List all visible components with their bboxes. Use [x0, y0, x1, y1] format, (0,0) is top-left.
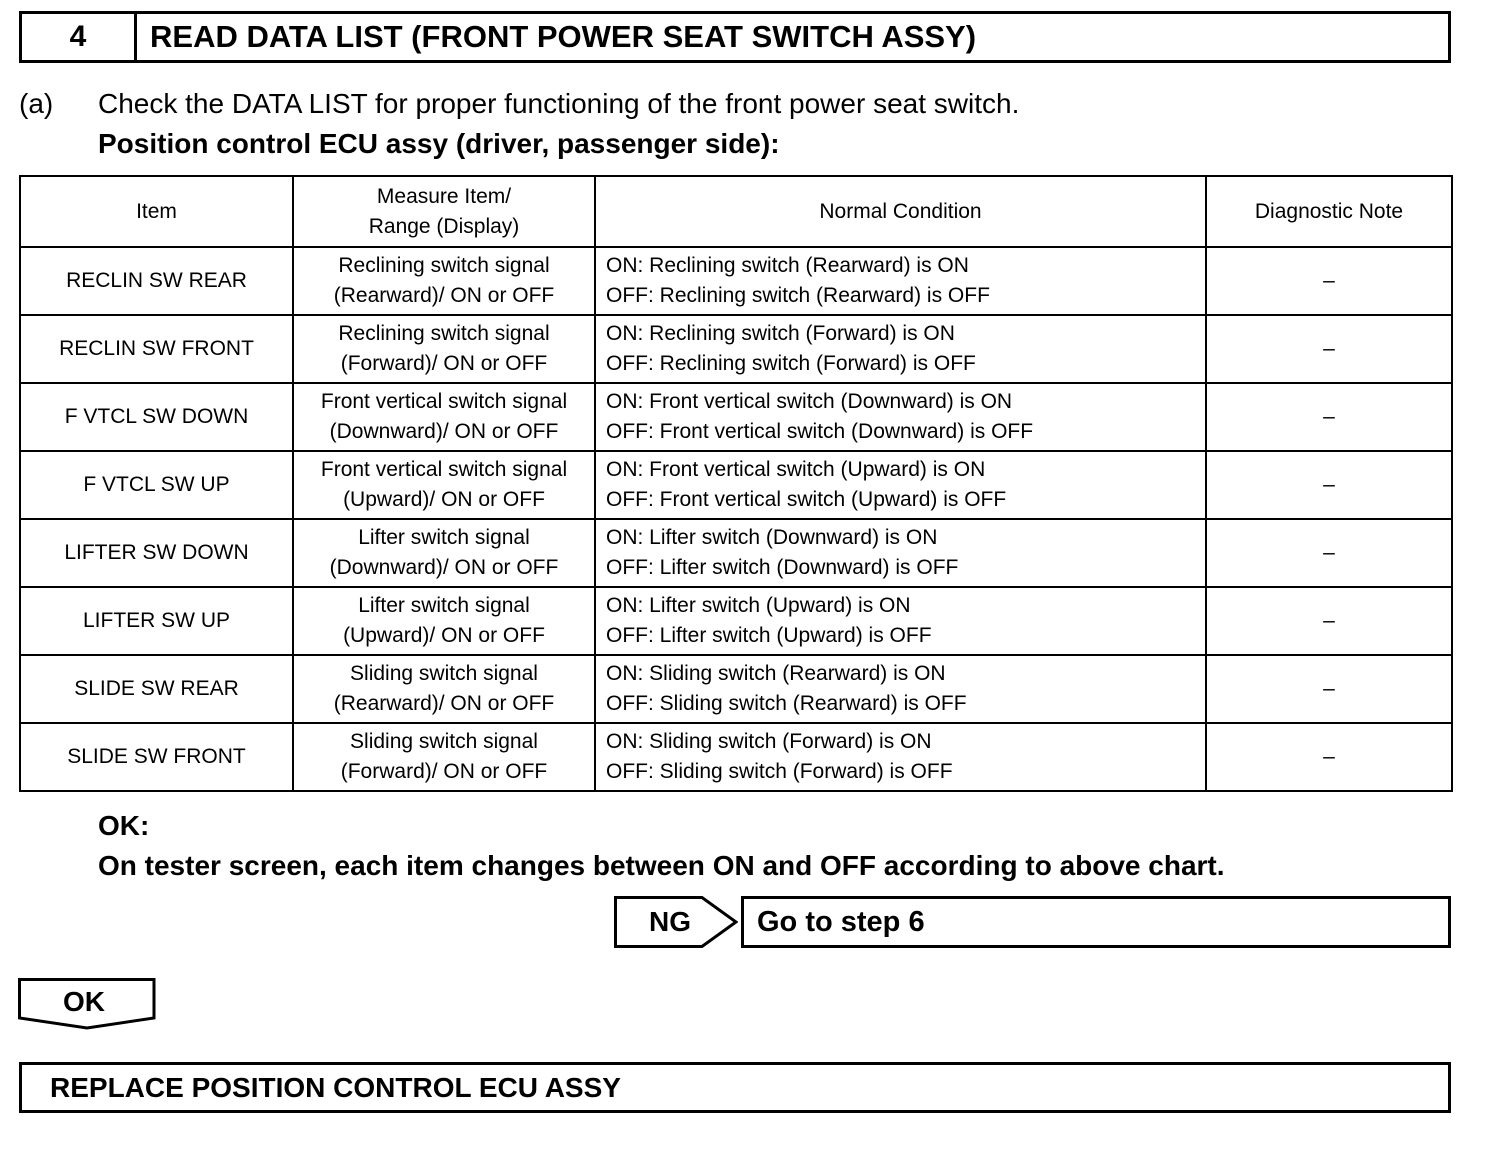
condition-on: ON: Reclining switch (Forward) is ON — [606, 322, 955, 345]
item-cell: RECLIN SW FRONT — [20, 315, 293, 383]
condition-cell — [595, 655, 1206, 723]
condition-cell — [595, 723, 1206, 791]
table-caption: Position control ECU assy (driver, passenger side): — [98, 128, 780, 159]
table-row — [20, 451, 1452, 519]
measure-line1: Lifter switch signal — [358, 526, 530, 549]
header-note: Diagnostic Note — [1206, 176, 1452, 247]
measure-line2: (Downward)/ ON or OFF — [329, 556, 559, 579]
condition-off: OFF: Reclining switch (Forward) is OFF — [606, 352, 976, 375]
condition-cell — [595, 315, 1206, 383]
condition-off: OFF: Sliding switch (Forward) is OFF — [606, 760, 953, 783]
measure-line1: Front vertical switch signal — [320, 390, 568, 413]
condition-cell — [595, 383, 1206, 451]
note-cell: – — [1206, 247, 1452, 315]
measure-line1: Reclining switch signal — [338, 322, 550, 345]
condition-on: ON: Reclining switch (Rearward) is ON — [606, 254, 969, 277]
header-measure — [293, 176, 595, 247]
measure-cell — [293, 315, 595, 383]
header-measure-line1: Measure Item/ — [376, 184, 512, 208]
table-row — [20, 587, 1452, 655]
condition-off: OFF: Front vertical switch (Downward) is OFF — [606, 420, 1034, 443]
condition-on: ON: Front vertical switch (Downward) is ON — [606, 390, 1013, 413]
note-cell: – — [1206, 383, 1452, 451]
item-cell: RECLIN SW REAR — [20, 247, 293, 315]
item-cell: F VTCL SW UP — [20, 451, 293, 519]
table-header-row — [20, 176, 1452, 247]
ng-target-box: Go to step 6 — [741, 896, 1451, 948]
instruction-text: Check the DATA LIST for proper functioning of the front power seat switch. — [98, 88, 1020, 119]
substep-label: (a) — [19, 88, 54, 119]
measure-cell — [293, 383, 595, 451]
measure-cell — [293, 723, 595, 791]
item-cell: SLIDE SW FRONT — [20, 723, 293, 791]
measure-cell — [293, 587, 595, 655]
condition-off: OFF: Front vertical switch (Upward) is OFF — [606, 488, 1007, 511]
table-row — [20, 315, 1452, 383]
table-row — [20, 519, 1452, 587]
step-header — [19, 11, 1451, 63]
condition-off: OFF: Reclining switch (Rearward) is OFF — [606, 284, 990, 307]
condition-off: OFF: Lifter switch (Upward) is OFF — [606, 624, 932, 647]
condition-cell — [595, 247, 1206, 315]
condition-on: ON: Lifter switch (Upward) is ON — [606, 594, 911, 617]
measure-cell — [293, 519, 595, 587]
condition-off: OFF: Lifter switch (Downward) is OFF — [606, 556, 959, 579]
note-cell: – — [1206, 451, 1452, 519]
measure-line2: (Forward)/ ON or OFF — [340, 760, 548, 783]
measure-line2: (Forward)/ ON or OFF — [340, 352, 548, 375]
item-cell: LIFTER SW UP — [20, 587, 293, 655]
measure-line1: Reclining switch signal — [338, 254, 550, 277]
action-box: REPLACE POSITION CONTROL ECU ASSY — [19, 1062, 1451, 1113]
condition-on: ON: Front vertical switch (Upward) is ON — [606, 458, 986, 481]
condition-on: ON: Lifter switch (Downward) is ON — [606, 526, 938, 549]
measure-line2: (Rearward)/ ON or OFF — [333, 284, 555, 307]
measure-line1: Front vertical switch signal — [320, 458, 568, 481]
table-row — [20, 383, 1452, 451]
ok-branch-label: OK — [63, 986, 105, 1017]
measure-cell — [293, 655, 595, 723]
table-row — [20, 247, 1452, 315]
item-cell: SLIDE SW REAR — [20, 655, 293, 723]
ok-condition-text: On tester screen, each item changes between ON and OFF according to above chart. — [98, 850, 1225, 881]
item-cell: LIFTER SW DOWN — [20, 519, 293, 587]
measure-line2: (Upward)/ ON or OFF — [343, 624, 545, 647]
measure-line2: (Downward)/ ON or OFF — [329, 420, 559, 443]
data-list-table — [19, 175, 1453, 792]
step-number: 4 — [22, 14, 137, 60]
item-cell: F VTCL SW DOWN — [20, 383, 293, 451]
condition-on: ON: Sliding switch (Forward) is ON — [606, 730, 932, 753]
condition-cell — [595, 519, 1206, 587]
note-cell: – — [1206, 519, 1452, 587]
note-cell: – — [1206, 655, 1452, 723]
ok-condition-label: OK: — [98, 810, 150, 841]
measure-cell — [293, 247, 595, 315]
condition-cell — [595, 451, 1206, 519]
measure-cell — [293, 451, 595, 519]
measure-line1: Sliding switch signal — [350, 662, 538, 685]
measure-line2: (Rearward)/ ON or OFF — [333, 692, 555, 715]
condition-cell — [595, 587, 1206, 655]
header-measure-line2: Range (Display) — [368, 214, 520, 238]
header-item: Item — [20, 176, 293, 247]
measure-line2: (Upward)/ ON or OFF — [343, 488, 545, 511]
table-row — [20, 655, 1452, 723]
measure-line1: Lifter switch signal — [358, 594, 530, 617]
measure-line1: Sliding switch signal — [350, 730, 538, 753]
note-cell: – — [1206, 587, 1452, 655]
table-row — [20, 723, 1452, 791]
header-condition: Normal Condition — [595, 176, 1206, 247]
step-title: READ DATA LIST (FRONT POWER SEAT SWITCH ASSY) — [150, 19, 977, 54]
note-cell: – — [1206, 315, 1452, 383]
condition-on: ON: Sliding switch (Rearward) is ON — [606, 662, 946, 685]
table-body — [20, 247, 1452, 791]
condition-off: OFF: Sliding switch (Rearward) is OFF — [606, 692, 967, 715]
ng-label: NG — [649, 906, 691, 937]
note-cell: – — [1206, 723, 1452, 791]
